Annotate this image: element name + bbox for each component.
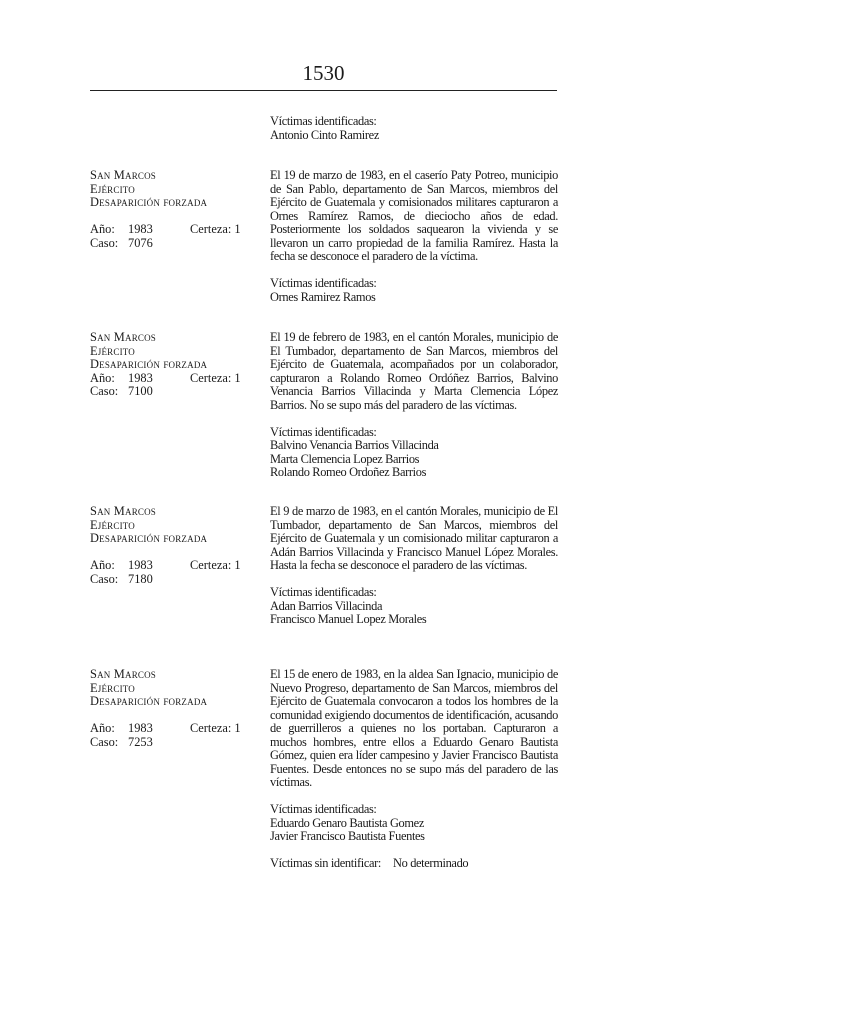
case-year: 1983 [128, 558, 153, 572]
case-perpetrator: Ejército [90, 680, 136, 695]
year-label: Año: [90, 370, 115, 385]
unidentified-victims [270, 857, 558, 871]
case-number-row [90, 237, 250, 251]
case-number: 7076 [128, 235, 153, 250]
case-year-row [90, 223, 250, 237]
case-certainty: Certeza: 1 [190, 721, 241, 735]
year-label: Año: [90, 222, 115, 236]
case-year-row [90, 559, 250, 573]
case-narrative: El 19 de febrero de 1983, en el cantón Morales, municipio de El Tumbador, departamento de San Marcos, miembros del Ejército de Guatemala, acompañados por un colaborador, capturaron a Rolando Romeo Ordóñez Barrios, Balvino Venancia Barrios Villacinda y Marta Clemencia López Barrios. No se supo más del paradero de las víctimas. [270, 330, 558, 412]
case-meta [90, 331, 250, 399]
case-number-row [90, 736, 250, 750]
case-number-row [90, 385, 250, 399]
case-certainty: Certeza: 1 [190, 558, 241, 572]
case-narrative: El 19 de marzo de 1983, en el caserío Paty Potreo, municipio de San Pablo, departamento de San Marcos, miembros del Ejército de Guatemala y comisionados militares capturaron a Ornes Ramírez Ramos, de dieciocho años de edad. Posteriormente los soldados saquearon la vivienda y se llevaron un carro propiedad de la familia Ramírez. Hasta la fecha se desconoce el paradero de la víctima. [270, 168, 558, 263]
year-label: Año: [90, 721, 115, 735]
case-year-row [90, 372, 250, 386]
case-place: San Marcos [90, 504, 157, 518]
case-label: Caso: [90, 571, 119, 586]
case-label: Caso: [90, 235, 119, 250]
case-violation: Desaparición forzada [90, 694, 208, 708]
case-number: 7180 [128, 571, 153, 586]
case-place: San Marcos [90, 168, 157, 182]
year-label: Año: [90, 558, 115, 572]
case-year: 1983 [128, 370, 153, 385]
case-certainty: Certeza: 1 [190, 370, 241, 385]
victim-name: Ornes Ramirez Ramos [270, 289, 376, 304]
case-meta [90, 668, 250, 749]
victim-name: Rolando Romeo Ordoñez Barrios [270, 465, 427, 479]
victim-name: Balvino Venancia Barrios Villacinda [270, 438, 439, 452]
case-certainty: Certeza: 1 [190, 222, 241, 236]
victims-label: Víctimas identificadas: [270, 424, 377, 439]
case-meta [90, 505, 250, 586]
intro-victims [270, 115, 560, 142]
header-rule [90, 90, 557, 91]
victims-label: Víctimas identificadas: [270, 276, 377, 290]
case-violation: Desaparición forzada [90, 531, 208, 545]
victims-label: Víctimas identificadas: [270, 585, 377, 599]
victim-name: Marta Clemencia Lopez Barrios [270, 451, 420, 466]
case-violation: Desaparición forzada [90, 357, 208, 371]
victim-name: Francisco Manuel Lopez Morales [270, 612, 427, 626]
case-victims [270, 803, 558, 844]
page-number: 1530 [302, 61, 345, 85]
case-victims [270, 277, 558, 304]
victim-name: Eduardo Genaro Bautista Gomez [270, 815, 424, 830]
case-place: San Marcos [90, 667, 157, 681]
case-narrative: El 15 de enero de 1983, en la aldea San Ignacio, municipio de Nuevo Progreso, departamento de San Marcos, miembros del Ejército de Guatemala convocaron a todos los hombres de la comunidad exigiendo documentos de identificación, acusando de guerrilleros a quienes no los portaban. Capturaron a muchos hombres, entre ellos a Eduardo Genaro Bautista Gómez, quien era líder campesino y Javier Francisco Bautista Fuentes. Desde entonces no se supo más del paradero de las víctimas. [270, 667, 558, 789]
case-label: Caso: [90, 734, 119, 749]
case-number: 7253 [128, 734, 153, 749]
case-narrative-block [270, 169, 558, 304]
case-year: 1983 [128, 721, 153, 735]
victim-name: Antonio Cinto Ramirez [270, 127, 379, 142]
case-perpetrator: Ejército [90, 343, 136, 358]
case-narrative-block [270, 668, 558, 871]
victims-label: Víctimas identificadas: [270, 802, 377, 816]
unidentified-value: No determinado [393, 856, 469, 870]
case-year: 1983 [128, 222, 153, 236]
case-label: Caso: [90, 384, 119, 398]
case-perpetrator: Ejército [90, 181, 136, 196]
case-victims [270, 586, 558, 627]
case-year-row [90, 722, 250, 736]
victims-label: Víctimas identificadas: [270, 114, 377, 128]
victim-name: Javier Francisco Bautista Fuentes [270, 829, 425, 843]
unidentified-label: Víctimas sin identificar: [270, 856, 381, 870]
case-victims [270, 426, 558, 480]
case-violation: Desaparición forzada [90, 195, 208, 209]
case-meta [90, 169, 250, 250]
case-number: 7100 [128, 384, 153, 398]
case-place: San Marcos [90, 330, 157, 344]
case-narrative-block [270, 331, 558, 480]
case-perpetrator: Ejército [90, 517, 136, 532]
victim-name: Adan Barrios Villacinda [270, 598, 383, 613]
case-narrative: El 9 de marzo de 1983, en el cantón Morales, municipio de El Tumbador, departamento de San Marcos, miembros del Ejército de Guatemala y un comisionado militar capturaron a Adán Barrios Villacinda y Francisco Manuel López Morales. Hasta la fecha se desconoce el paradero de las víctimas. [270, 504, 558, 572]
case-narrative-block [270, 505, 558, 627]
case-number-row [90, 573, 250, 587]
